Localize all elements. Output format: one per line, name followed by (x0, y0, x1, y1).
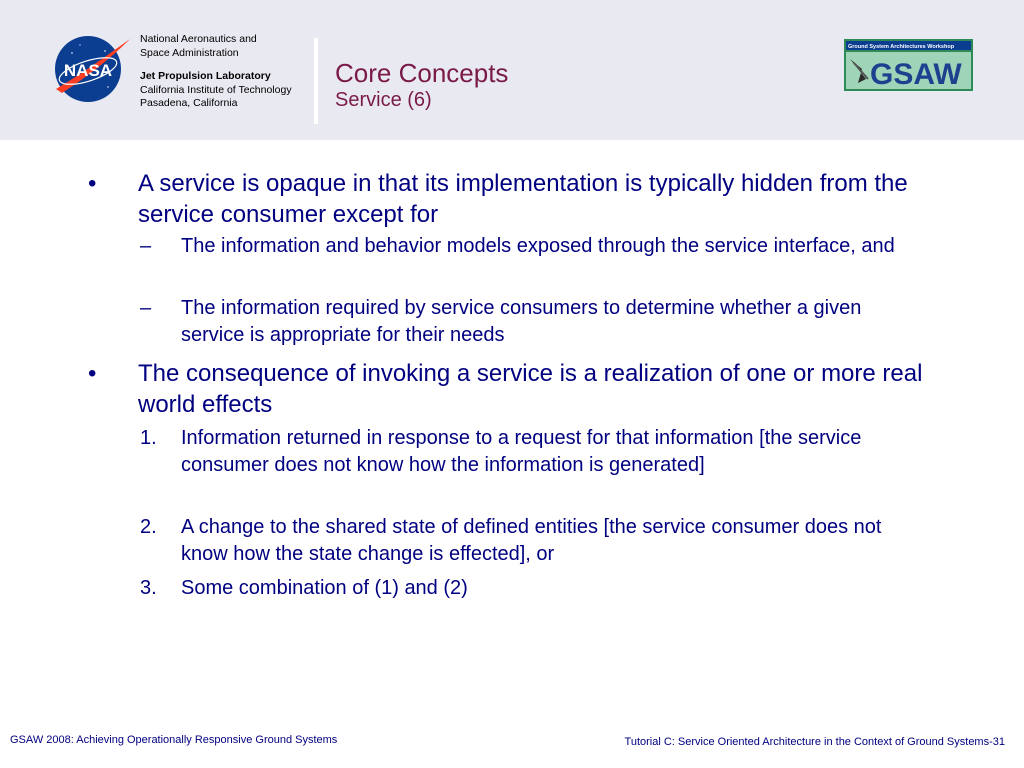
dash-marker: – (140, 235, 152, 257)
sub-bullet-1: The information and behavior models exposed through the service interface, and (181, 235, 895, 257)
org-line-1: National Aeronautics and (140, 33, 257, 45)
lab-line-2: California Institute of Technology (140, 83, 292, 96)
numbered-item-1: Information returned in response to a request for that information [the service consumer does not know how the information is generated] (181, 427, 862, 476)
lab-name: Jet Propulsion Laboratory (140, 70, 271, 82)
title-main: Core Concepts (335, 58, 509, 88)
number-marker-1: 1. (140, 427, 157, 449)
title-sub: Service (6) (335, 89, 432, 111)
footer-left: GSAW 2008: Achieving Operationally Responsive Ground Systems (10, 734, 338, 746)
numbered-item-2: A change to the shared state of defined entities [the service consumer does not know how the state change is effected], or (181, 516, 882, 565)
org-line-2: Space Administration (140, 46, 239, 59)
lab-line-3: Pasadena, California (140, 97, 238, 109)
number-marker-3: 3. (140, 577, 157, 599)
bullet-marker: • (88, 170, 97, 197)
nasa-logo-text: NASA (63, 61, 113, 80)
gsaw-text: GSAW (870, 58, 962, 91)
dash-marker: – (140, 297, 152, 319)
bullet-1: A service is opaque in that its implementation is typically hidden from the service consumer except for (138, 170, 908, 228)
bullet-marker: • (88, 360, 97, 387)
gsaw-banner-text: Ground System Architectures Workshop (848, 44, 955, 50)
bullet-2: The consequence of invoking a service is a realization of one or more real world effects (138, 360, 923, 418)
footer-right: Tutorial C: Service Oriented Architecture in the Context of Ground Systems-31 (624, 736, 1005, 748)
numbered-item-3: Some combination of (1) and (2) (181, 577, 468, 599)
sub-bullet-2: The information required by service consumers to determine whether a given service is appropriate for their needs (181, 297, 862, 346)
number-marker-2: 2. (140, 516, 157, 538)
